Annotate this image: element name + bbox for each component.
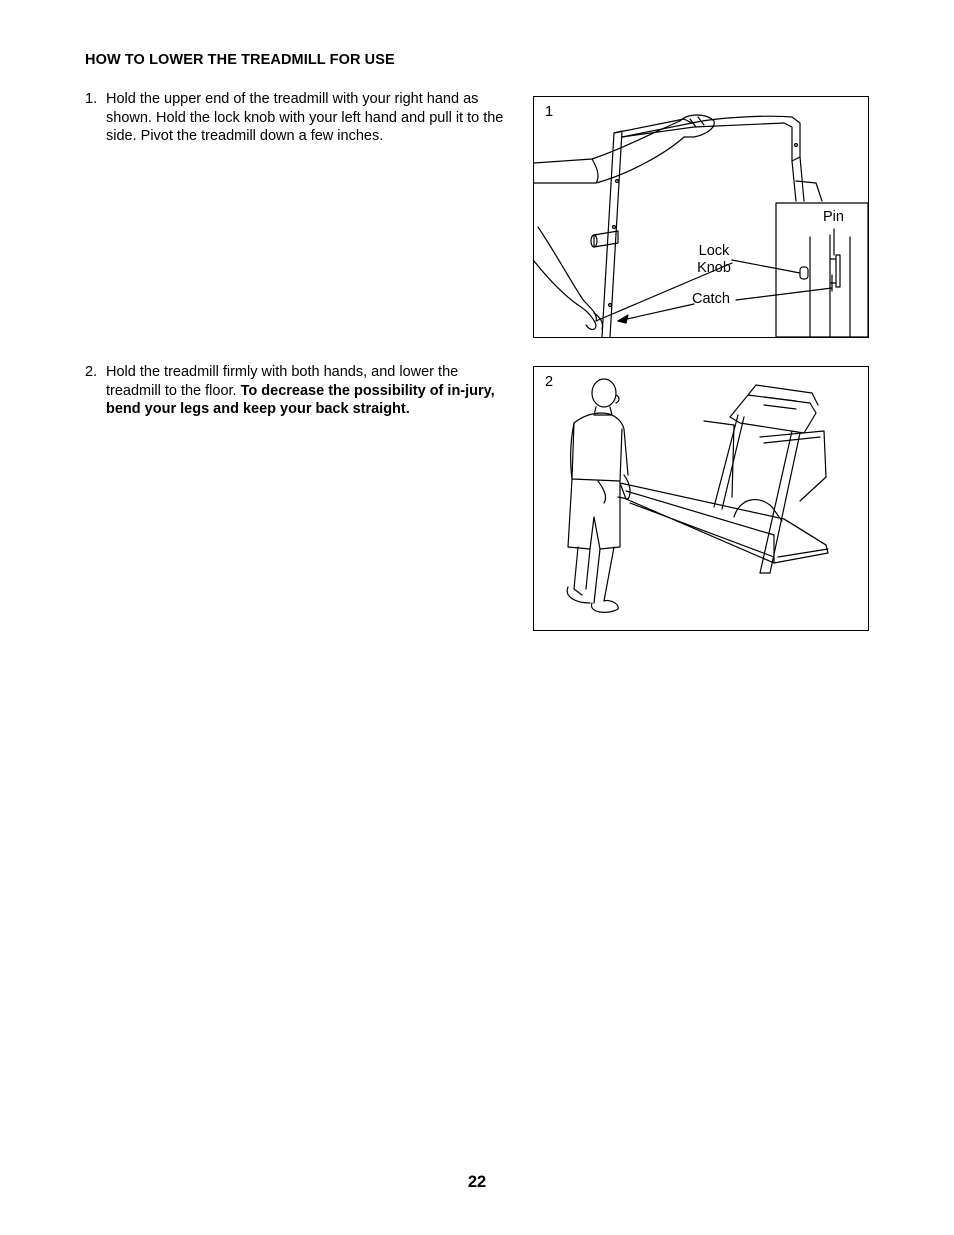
figure-number: 1: [545, 104, 554, 120]
section-heading: HOW TO LOWER THE TREADMILL FOR USE: [85, 52, 395, 68]
figure-number: 2: [545, 374, 554, 390]
figure-2-lowering-illustration: [533, 366, 869, 631]
step-text-regular: Hold the treadmill firmly with both hands, and lower the treadmill to the floor.: [106, 364, 459, 399]
step-warning-bold: To decrease the possibility of in-jury, bend your legs and keep your back straight.: [106, 382, 495, 417]
step-text: [106, 363, 505, 419]
figure-2-drawing: [534, 367, 868, 630]
callout-catch: Catch: [692, 291, 730, 307]
step-number: 1.: [85, 91, 98, 107]
step-text: [106, 90, 505, 146]
page-number: 22: [467, 1173, 487, 1191]
figure-1-lock-knob-illustration: [533, 96, 869, 338]
instruction-step-1: [85, 90, 505, 146]
step-number: 2.: [85, 364, 98, 380]
callout-lock-knob: Lock Knob: [697, 243, 731, 276]
callout-pin: Pin: [823, 209, 844, 225]
step-text-regular: Hold the upper end of the treadmill with your right hand as shown. Hold the lock knob with your left hand and pull it to the side. Pivot the treadmill down a few inches.: [106, 91, 504, 144]
instruction-step-2: [85, 363, 505, 419]
